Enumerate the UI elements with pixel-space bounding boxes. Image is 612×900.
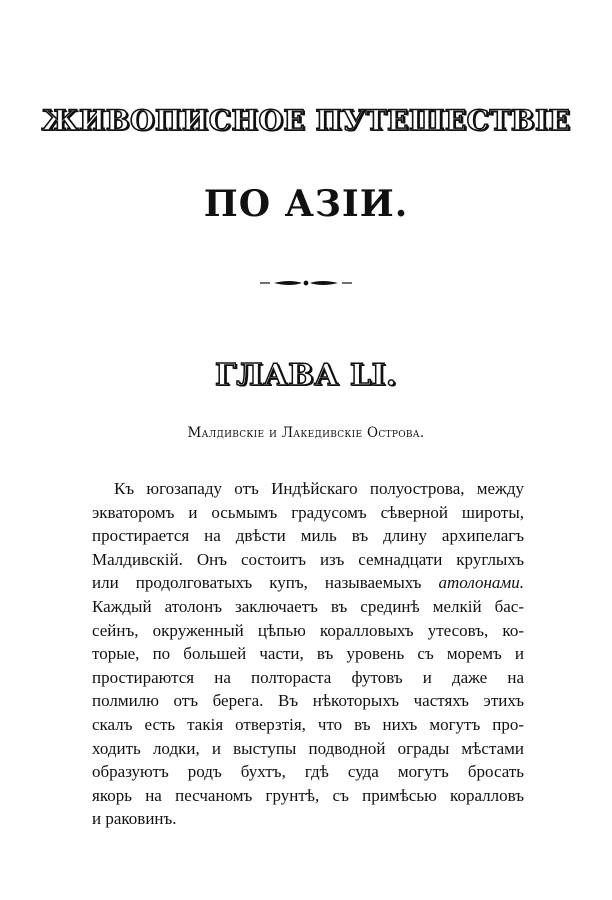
text-line: простираются на полтораста футовъ и даже на [92,667,524,687]
text-line: ходить лодки, и выступы подводной ограды мѣстами [92,738,524,758]
book-title-line-1: ЖИВОПИСНОЕ ПУТЕШЕСТВІЕ [41,104,571,137]
body-paragraph [92,477,524,831]
text-line: якорь на песчаномъ грунтѣ, съ примѣсью коралловъ [92,785,524,805]
text-line: Малдивскій. Онъ состоитъ изъ семнадцати круглыхъ [92,549,524,569]
text-line: простирается на двѣсти миль въ длину архипелагъ [92,526,524,546]
text-line: скалъ есть такія отверзтія, что въ нихъ могутъ про- [92,714,524,734]
chapter-subtitle: Малдивскіе и Лакедивскіе Острова. [187,425,425,441]
book-title-line-2: ПО АЗІИ. [203,183,409,225]
text-line-lead: или продолговатыхъ купъ, называемыхъ [92,573,422,593]
text-line-last: и раковинъ. [92,809,177,829]
text-line: сейнъ, окруженный цѣпью коралловыхъ утесовъ, ко- [92,620,524,640]
text-line: полмилю отъ берега. Въ нѣкоторыхъ частяхъ этихъ [92,691,524,711]
text-line-with-term [92,571,524,595]
text-line: торые, по большей части, въ уровень съ моремъ и [92,644,524,664]
ornamental-divider [258,276,354,290]
chapter-heading: ГЛАВА LI. [215,358,397,393]
text-line: Каждый атолонъ заключаетъ въ срединѣ мелкій бас- [92,596,524,616]
text-line: экваторомъ и осьмымъ градусомъ сѣверной широты, [92,502,524,522]
text-line: образуютъ родъ бухтъ, гдѣ суда могутъ бросать [92,762,524,782]
text-line: Къ югозападу отъ Индѣйскаго полуострова, между [114,479,524,498]
italic-term: атолонами. [438,573,524,593]
